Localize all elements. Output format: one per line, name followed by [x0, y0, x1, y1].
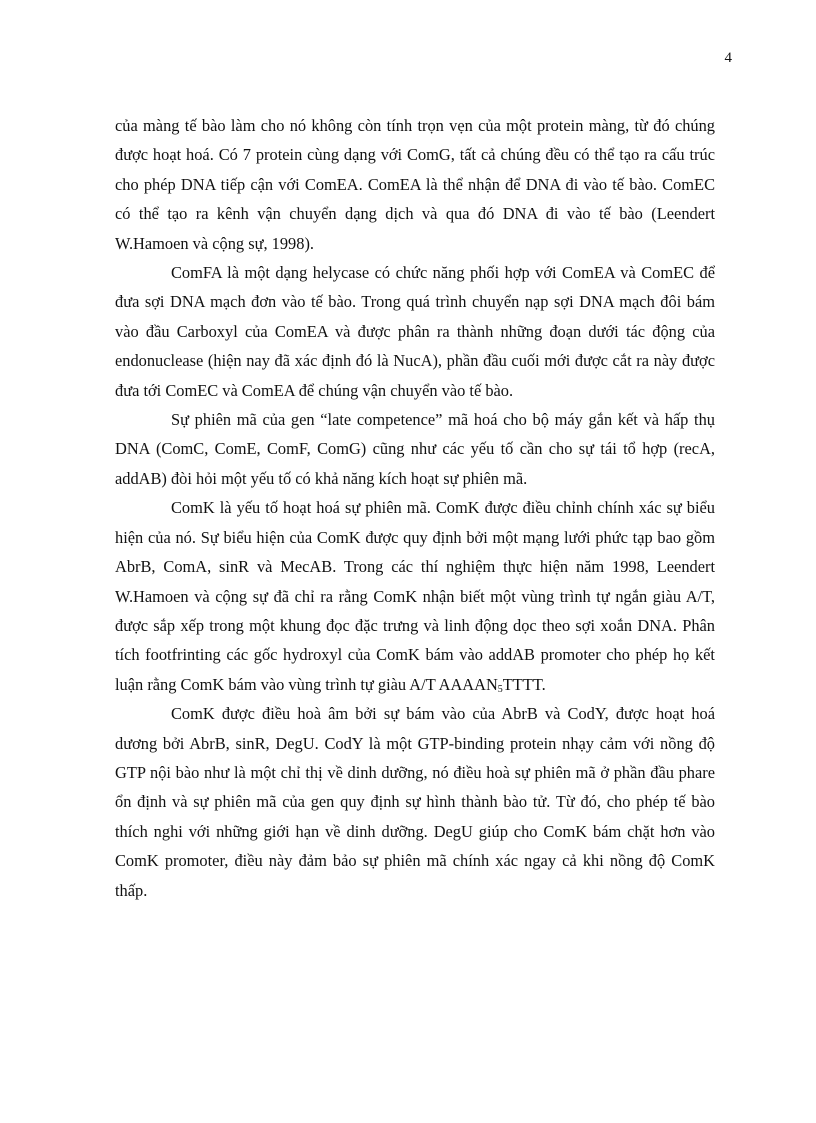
paragraph-5: ComK được điều hoà âm bởi sự bám vào của AbrB và CodY, được hoạt hoá dương bởi AbrB, sinR, DegU. CodY là một GTP-binding protein nhạy cảm với nồng độ GTP nội bào như là một chỉ thị về dinh dưỡng, nó điều hoà sự phiên mã ở phần đầu phare ổn định và sự phiên mã của gen quy định sự hình thành bào tử. Từ đó, cho phép tế bào thích nghi với những giới hạn về dinh dưỡng. DegU giúp cho ComK bám chặt hơn vào ComK promoter, điều này đảm bảo sự phiên mã chính xác ngay cả khi nồng độ ComK thấp. [115, 704, 715, 900]
paragraph-4-main: ComK là yếu tố hoạt hoá sự phiên mã. ComK được điều chỉnh chính xác sự biểu hiện của nó. Sự biểu hiện của ComK được quy định bởi một mạng lưới phức tạp bao gồm AbrB, ComA, sinR và MecAB. Trong các thí nghiệm thực hiện năm 1998, Leendert W.Hamoen và cộng sự đã chỉ ra rằng ComK nhận biết một vùng trình tự ngắn giàu A/T, được sắp xếp trong một khung đọc đặc trưng và linh động dọc theo sợi xoắn DNA. Phân tích footfrinting các gốc hydroxyl của ComK bám vào addAB promoter cho phép họ kết luận rằng ComK bám vào vùng trình tự giàu A/T AAAAN [115, 498, 715, 694]
paragraph-2: ComFA là một dạng helycase có chức năng phối hợp với ComEA và ComEC để đưa sợi DNA mạch đơn vào tế bào. Trong quá trình chuyển nạp sợi DNA mạch đôi bám vào đầu Carboxyl của ComEA và được phân ra thành những đoạn dưới tác động của endonuclease (hiện nay đã xác định đó là NucA), phần đầu cuối mới được cắt ra này được đưa tới ComEC và ComEA để chúng vận chuyển vào tế bào. [115, 263, 715, 400]
paragraph-1: của màng tế bào làm cho nó không còn tính trọn vẹn của một protein màng, từ đó chúng được hoạt hoá. Có 7 protein cùng dạng với ComG, tất cả chúng đều có thể tạo ra cấu trúc cho phép DNA tiếp cận với ComEA. ComEA là thể nhận để DNA đi vào tế bào. ComEC có thể tạo ra kênh vận chuyển dạng dịch và qua đó DNA đi vào tế bào (Leendert W.Hamoen và cộng sự, 1998). [115, 116, 715, 253]
subscript-5: 5 [497, 683, 503, 695]
paragraph-4-tail: TTTT. [502, 674, 546, 694]
document-body [115, 111, 715, 905]
page-number: 4 [724, 50, 732, 66]
paragraph-4 [115, 493, 715, 699]
paragraph-3: Sự phiên mã của gen “late competence” mã hoá cho bộ máy gắn kết và hấp thụ DNA (ComC, ComE, ComF, ComG) cũng như các yếu tố cần cho sự tái tổ hợp (recA, addAB) đòi hỏi một yếu tố có khả năng kích hoạt sự phiên mã. [115, 410, 715, 488]
